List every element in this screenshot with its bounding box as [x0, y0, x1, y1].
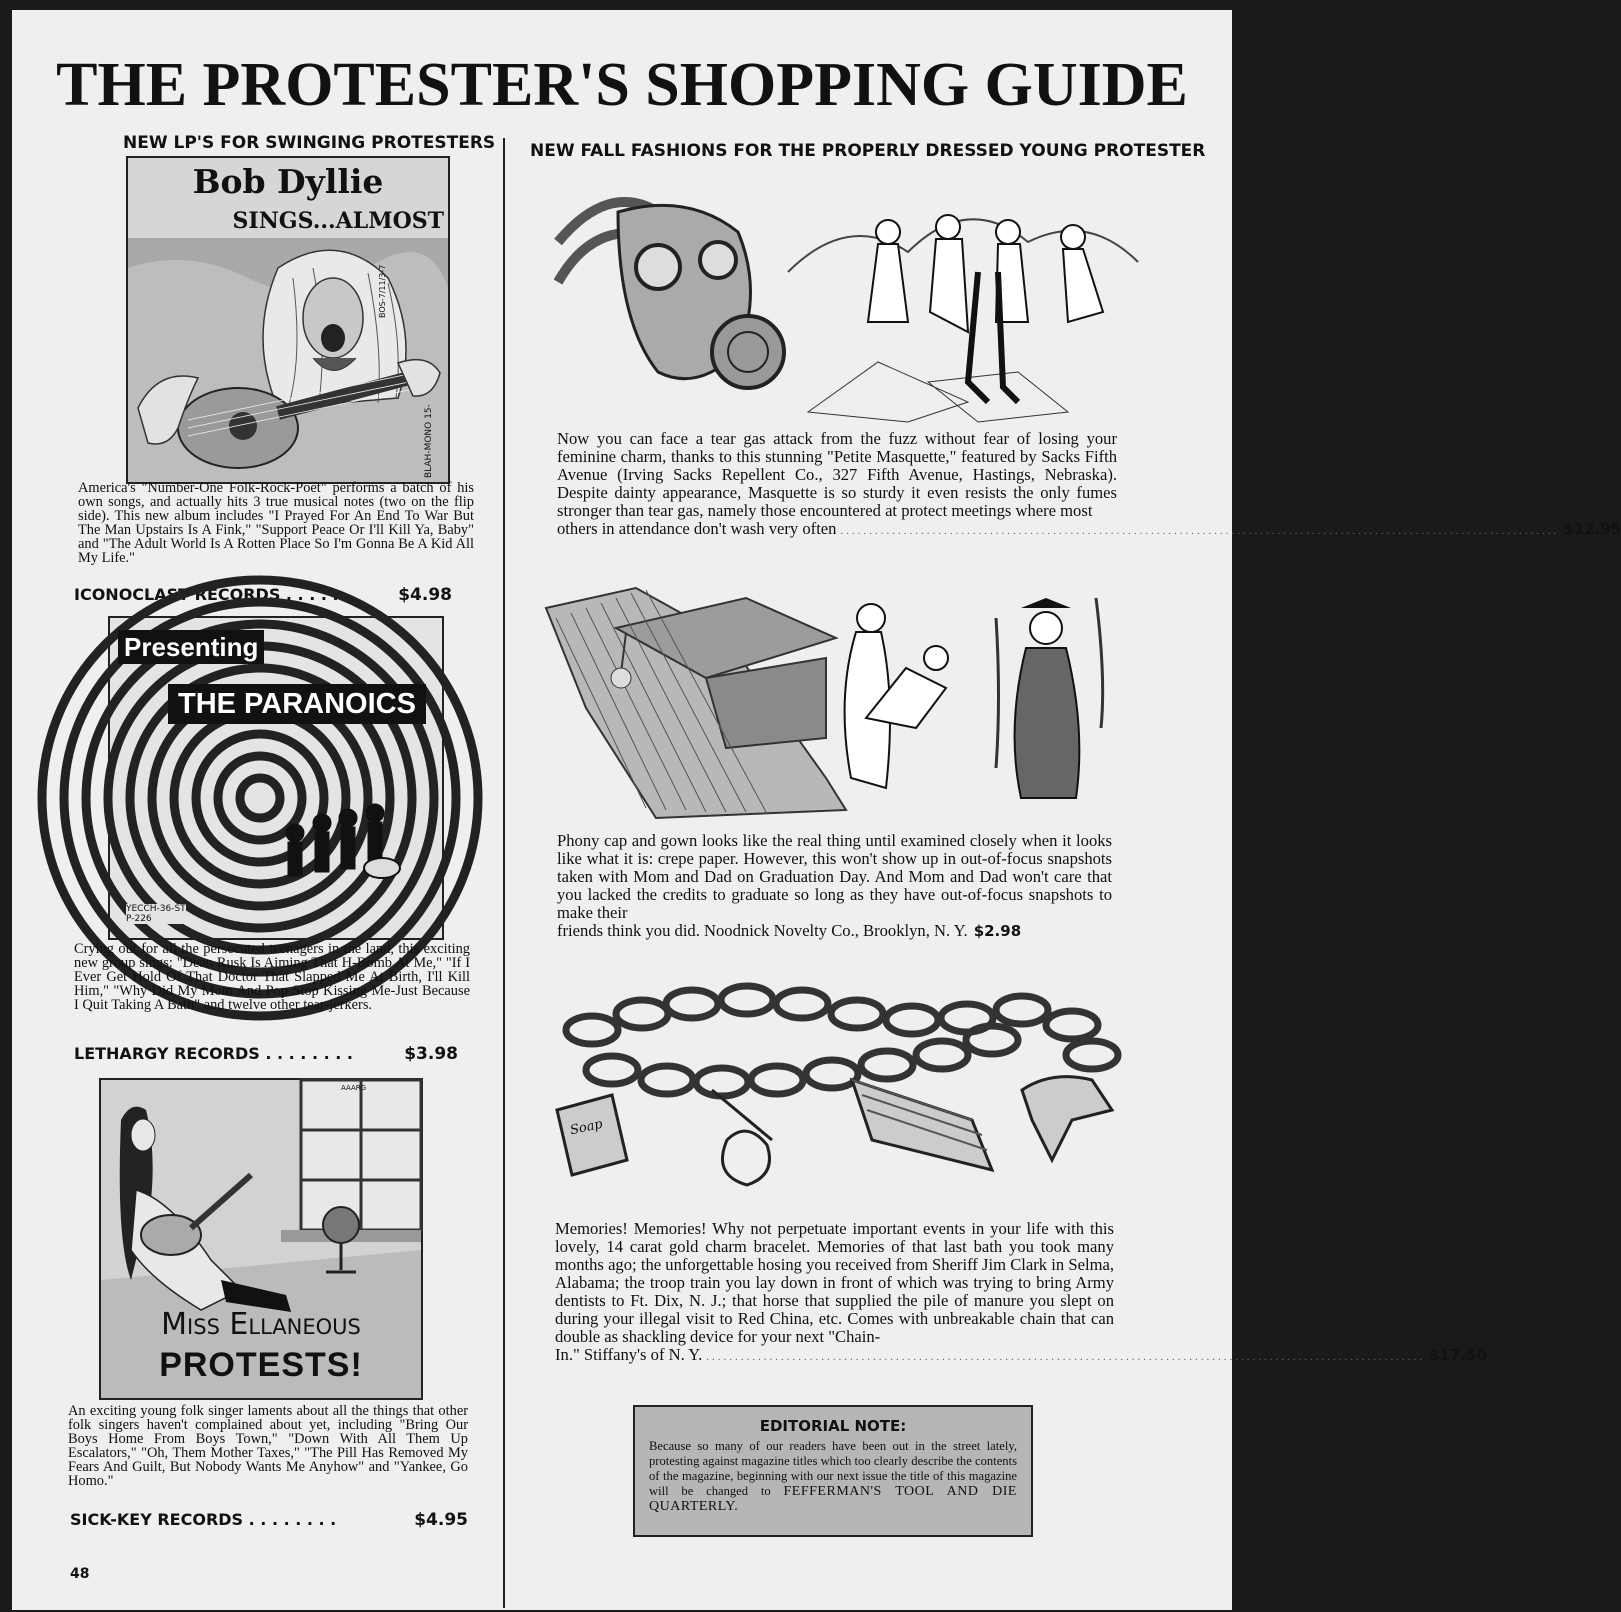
right-section-heading: NEW FALL FASHIONS FOR THE PROPERLY DRESSED YOUNG PROTESTER	[530, 141, 1206, 161]
dot-leaders: .............................................................................................................................	[840, 525, 1560, 537]
catalog-number: BOS-7/11/3-7	[378, 264, 387, 318]
bob-dyllie-illustration	[128, 158, 448, 482]
price-line: friends think you did. Noodnick Novelty Co., Brooklyn, N. Y. $2.98	[557, 921, 1022, 940]
album-cover-bob-dyllie	[126, 156, 450, 484]
cover-subtitle: PROTESTS!	[159, 1346, 363, 1384]
editorial-heading: EDITORIAL NOTE:	[759, 1417, 907, 1435]
column-divider	[503, 138, 505, 1608]
soap-charm-label: Soap	[568, 1116, 605, 1139]
fashion-price: $12.95	[1563, 520, 1621, 538]
fashion-description: Now you can face a tear gas attack from the fuzz without fear of losing your feminine charm, thanks to this stunning "Petite Masquette," featured by Sacks Fifth Avenue (Irving Sacks Repellent Co., 327 Fifth Avenue, Hastings, Nebraska). Despite dainty appearance, Masquette is so sturdy it even resists the only fumes stronger than tear gas, namely those encountered at protect meetings where most others in attendance don't wash very often ............................................................................................................................. $12.95	[557, 429, 1621, 538]
dot-leaders: .............................................................................................................................	[706, 1351, 1426, 1363]
album-price: $4.95	[414, 1510, 468, 1530]
page-number: 48	[70, 1566, 90, 1582]
catalog-code: YECCH-36-ST P-226	[126, 904, 186, 924]
cover-title: Miss Ellaneous	[161, 1307, 361, 1342]
cover-title: Presenting	[118, 630, 264, 664]
price-line: In." Stiffany's of N. Y. ............................................................................................................................. $17.50	[555, 1345, 1487, 1364]
album-price: $4.98	[398, 585, 452, 605]
fashion-price: $2.98	[973, 922, 1022, 940]
page-title: THE PROTESTER'S SHOPPING GUIDE	[56, 51, 1188, 119]
album-description: Crying out for all the persecuted teenagers in the land, this exciting new group sings: "Dean Rusk Is Aiming That H-Bomb At Me," "If I Ever Get Hold Of That Doctor That Slapped Me At Birth, I'll Kill Him," "Why Did My Mom And Pop Stop Kissing Me-Just Because I Quit Taking A Bath" and twelve other tear-jerkers.	[74, 941, 470, 1013]
spiral-illustration	[110, 618, 442, 938]
cover-subtitle: THE PARANOICS	[168, 684, 426, 724]
new-magazine-title: FEFFERMAN'S TOOL AND DIE QUARTERLY.	[649, 1484, 1017, 1514]
record-label: LETHARGY RECORDS . . . . . . . .	[74, 1044, 353, 1063]
fashion-price: $17.50	[1429, 1346, 1487, 1364]
album-label-line	[70, 1510, 468, 1530]
fashion-description: Memories! Memories! Why not perpetuate important events in your life with this lovely, 14 carat gold charm bracelet. Memories of that last bath you took many months ago; the unforgettable hosing you received from Sheriff Jim Clark in Selma, Alabama; the troop train you lay down in front of which was trying to bring Army dentists to Ft. Dix, N. J.; that horse that supplied the pile of manure you slept on during your illegal visit to Red China, etc. Comes with unbreakable chain that can double as shackling device for your next "Chain- In." Stiffany's of N. Y. ............................................................................................................................. $17.50	[555, 1219, 1487, 1364]
record-label: SICK-KEY RECORDS . . . . . . . .	[70, 1510, 337, 1529]
editorial-body: Because so many of our readers have been out in the street lately, protesting against magazine titles which too clearly describe the contents of the magazine, beginning with our next issue the title of this magazine will be changed to FEFFERMAN'S TOOL AND DIE QUARTERLY.	[649, 1439, 1017, 1514]
magazine-page	[12, 10, 1621, 1610]
album-description: An exciting young folk singer laments about all the things that other folk singers haven't complained about yet, including "Bring Our Boys Home From Boys Town," "Down With All Them Up Escalators," "Oh, Them Mother Taxes," "The Pill Has Removed My Fears And Guilt, But Nobody Wants Me Anyhow" and "Yankee, Go Homo."	[68, 1403, 468, 1489]
charm-bracelet-illustration	[552, 970, 1132, 1210]
cap-and-gown-illustration	[526, 578, 1142, 822]
catalog-code: AAARG	[341, 1084, 367, 1092]
album-label-line	[74, 1044, 458, 1064]
album-price: $3.98	[404, 1044, 458, 1064]
editorial-note	[633, 1405, 1033, 1537]
catalog-code: BLAH-MONO 15-	[424, 404, 434, 478]
cover-subtitle: SINGS...ALMOST	[232, 208, 444, 234]
gas-mask-illustration	[548, 172, 1148, 424]
price-line: others in attendance don't wash very often ............................................................................................................................. $12.95	[557, 519, 1621, 538]
fashion-description: Phony cap and gown looks like the real thing until examined closely when it looks like what it is: crepe paper. However, this won't show up in out-of-focus snapshots taken with Mom and Dad on Graduation Day. And Mom and Dad won't care that you lacked the credits to graduate so long as they have out-of-focus snapshots to make their friends think you did. Noodnick Novelty Co., Brooklyn, N. Y. $2.98	[557, 831, 1112, 940]
cover-title: Bob Dyllie	[192, 162, 384, 201]
record-label: ICONOCLAST RECORDS . . . . . .	[74, 585, 351, 604]
album-cover-miss-ellaneous	[99, 1078, 423, 1400]
album-cover-paranoics	[108, 616, 444, 940]
left-section-heading: NEW LP'S FOR SWINGING PROTESTERS	[123, 133, 496, 153]
album-description: America's "Number-One Folk-Rock-Poet" performs a batch of his own songs, and actually hits 3 true musical notes (two on the flip side). This new album includes "I Prayed For An End To War But The Man Upstairs Is A Fink," "Support Peace Or I'll Kill Ya, Baby" and "The Adult World Is A Rotten Place So I'm Gonna Be A Kid All My Life."	[78, 480, 474, 566]
